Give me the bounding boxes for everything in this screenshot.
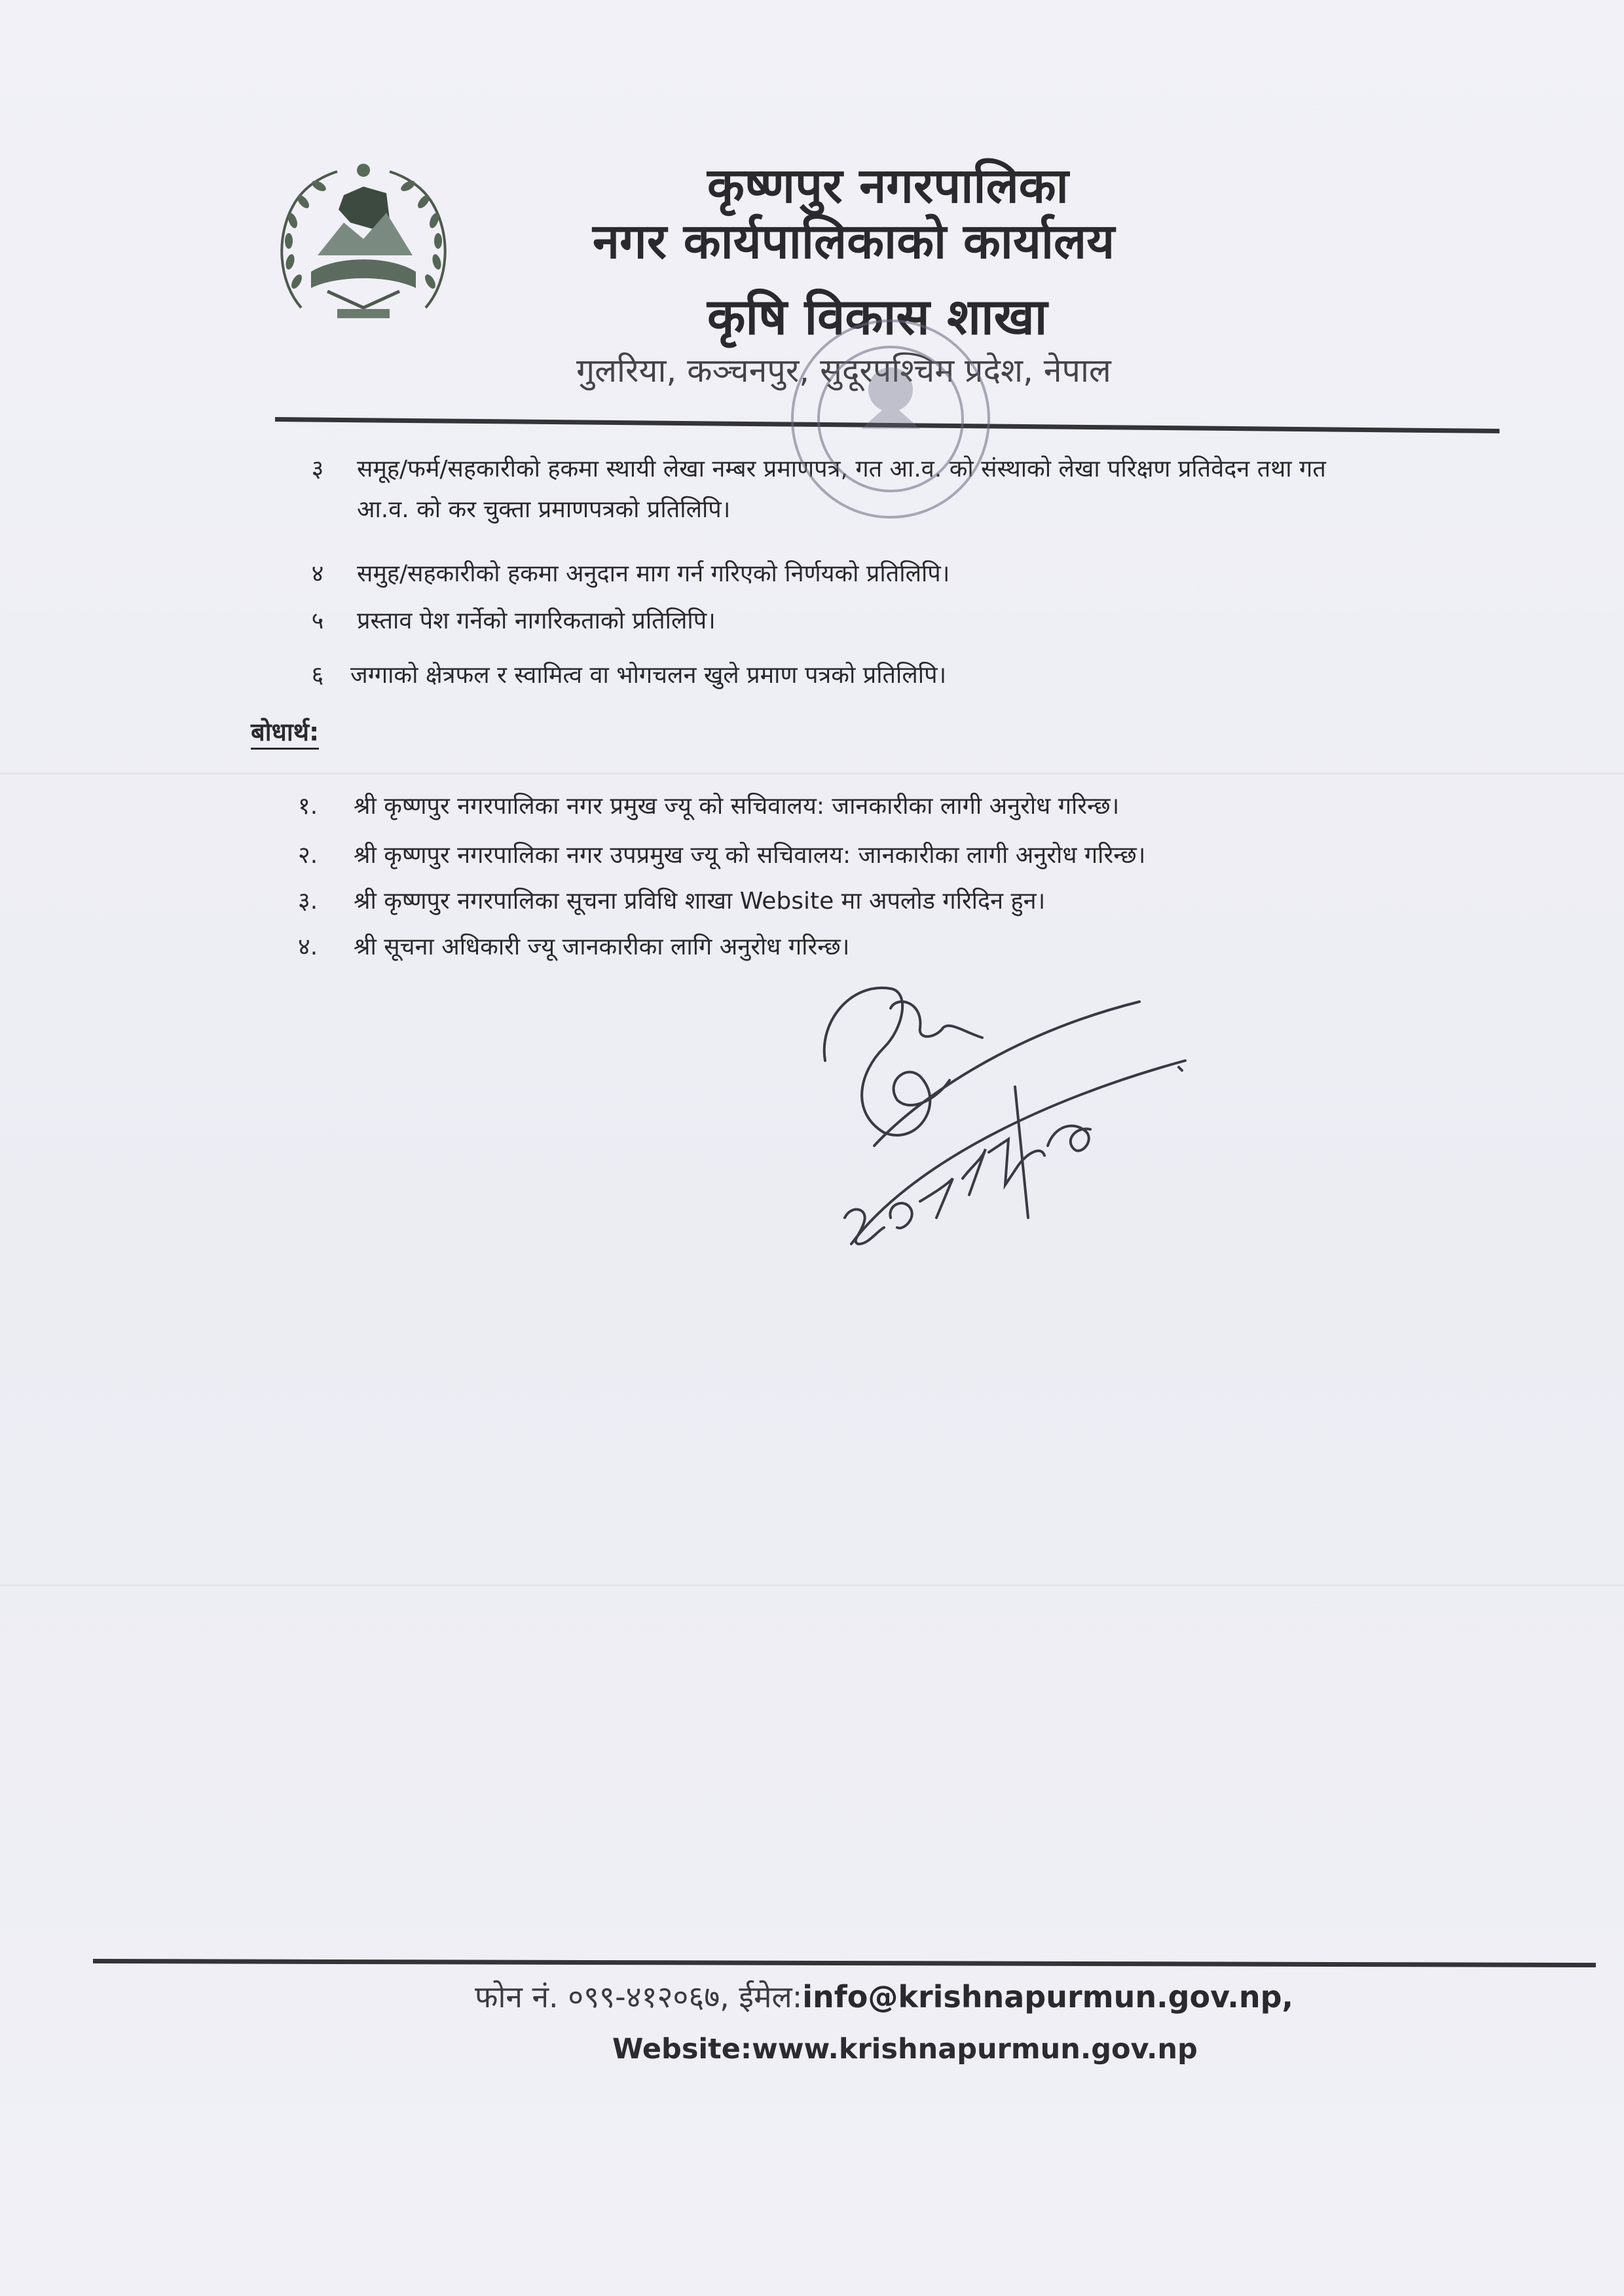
office-address: गुलरिया, कञ्चनपुर, सुदूरपश्चिम प्रदेश, नेपाल — [576, 352, 1111, 390]
cc-item-number: ३. — [298, 888, 318, 915]
cc-item — [298, 930, 849, 962]
cc-section-title: बोधार्थ: — [251, 719, 319, 750]
footer-website-link[interactable]: Website:www.krishnapurmun.gov.np — [612, 2033, 1198, 2066]
list-item-number: ३ — [311, 456, 324, 483]
list-item-text: समुह/सहकारीको हकमा अनुदान माग गर्न गरिएको निर्णयको प्रतिलिपि। — [357, 560, 950, 587]
cc-item — [298, 884, 1045, 916]
branch-name: कृषि विकास शाखा — [707, 287, 1048, 346]
cc-item — [298, 838, 1145, 870]
cc-item-number: ४. — [298, 934, 318, 960]
cc-item-number: १. — [298, 793, 318, 820]
list-item-number: ६ — [311, 662, 324, 689]
list-item-number: ५ — [311, 608, 324, 634]
list-item-text: जग्गाको क्षेत्रफल र स्वामित्व वा भोगचलन खुले प्रमाण पत्रको प्रतिलिपि। — [350, 662, 947, 689]
list-item-text: समूह/फर्म/सहकारीको हकमा स्थायी लेखा नम्बर प्रमाणपत्र, गत आ.व. को संस्थाको लेखा परिक्षण प्रतिवेदन तथा गत — [357, 456, 1326, 483]
footer-phone-text: फोन नं. ०९९-४१२०६७, ईमेल: — [475, 1979, 803, 2014]
cc-item-text: श्री कृष्णपुर नगरपालिका सूचना प्रविधि शाखा Website मा अपलोड गरिदिन हुन। — [354, 888, 1046, 915]
office-name: नगर कार्यपालिकाको कार्यालय — [593, 213, 1115, 270]
list-item-number: ४ — [311, 560, 324, 587]
list-item-text-continued: आ.व. को कर चुक्ता प्रमाणपत्रको प्रतिलिपि। — [357, 496, 731, 523]
cc-item — [298, 789, 1119, 821]
cc-item-number: २. — [298, 842, 318, 869]
office-seal-stamp — [740, 314, 1015, 550]
cc-item-text: श्री कृष्णपुर नगरपालिका नगर उपप्रमुख ज्यू को सचिवालय: जानकारीका लागी अनुरोध गरिन्छ। — [354, 842, 1146, 869]
cc-item-text: श्री कृष्णपुर नगरपालिका नगर प्रमुख ज्यू को सचिवालय: जानकारीका लागी अनुरोध गरिन्छ। — [354, 793, 1120, 820]
footer-email-link[interactable]: info@krishnapurmun.gov.np, — [802, 1979, 1293, 2014]
list-item-text: प्रस्ताव पेश गर्नेको नागरिकताको प्रतिलिपि। — [357, 608, 716, 634]
handwritten-signature — [812, 969, 1205, 1309]
cc-item-text: श्री सूचना अधिकारी ज्यू जानकारीका लागि अनुरोध गरिन्छ। — [354, 934, 850, 960]
municipality-name: कृष्णपुर नगरपालिका — [707, 158, 1069, 214]
footer-contact — [475, 1976, 1293, 2016]
